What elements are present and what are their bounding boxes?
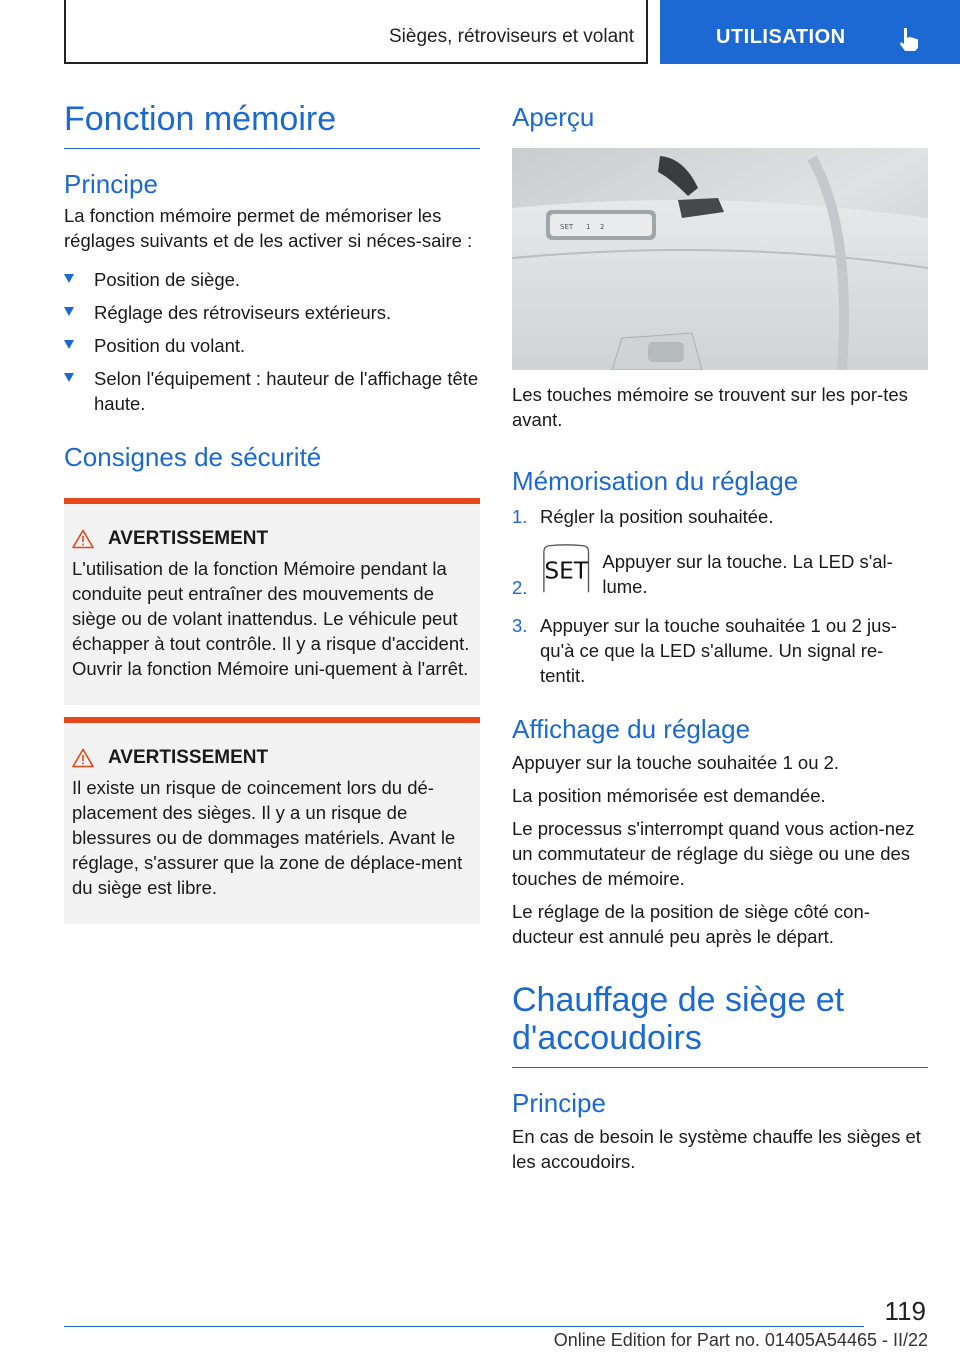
step-number: 3. [512,615,528,636]
photo-caption: Les touches mémoire se trouvent sur les por-tes avant. [512,384,908,430]
step-text: Appuyer sur la touche souhaitée 1 ou 2 jus-qu'à ce que la LED s'allume. Un signal re-tentit. [540,615,897,686]
list-item [512,543,928,605]
step-text: Appuyer sur la touche. La LED s'al-lume. [602,551,893,597]
list-item: Selon l'équipement : hauteur de l'affichage tête haute. [64,366,480,416]
step-text: Régler la position souhaitée. [540,506,774,527]
photo-button-2-label: 2 [600,223,605,231]
warning-box [64,498,480,705]
footer-edition: Online Edition for Part no. 01405A54465 - II/22 [553,1330,928,1350]
principe-heading: Principe [64,169,158,199]
list-item: Position du volant. [64,333,480,358]
title-rule [512,1067,928,1068]
bullet-triangle-icon [64,373,74,382]
memo-heading: Mémorisation du réglage [512,466,799,496]
warning-triangle-icon [72,529,94,549]
page-number: 119 [884,1296,926,1326]
step-number: 2. [512,577,528,598]
affichage-text: Le processus s'interrompt quand vous action-nez un commutateur de réglage du siège ou une des touches de mémoire. [512,818,915,889]
affichage-text: La position mémorisée est demandée. [512,785,826,806]
set-key-label: SET [544,557,589,585]
apercu-heading: Aperçu [512,102,595,132]
step-number: 1. [512,506,528,527]
affichage-text: Appuyer sur la touche souhaitée 1 ou 2. [512,752,840,773]
memory-buttons-photo [512,148,928,370]
left-column [64,100,480,924]
principe-heading-2: Principe [512,1088,606,1118]
set-key-icon [540,543,592,597]
affichage-heading: Affichage du réglage [512,714,751,744]
warning-label: AVERTISSEMENT [108,747,269,768]
safety-heading: Consignes de sécurité [64,442,322,472]
title-rule [64,148,480,149]
warning-header [72,747,470,769]
bullet-triangle-icon [64,274,74,283]
feature-list [64,267,480,416]
chauffage-title: Chauffage de siège et d'accoudoirs [512,981,845,1057]
hand-pointer-icon [896,26,922,52]
bullet-triangle-icon [64,307,74,316]
chapter-tab-label: UTILISATION [716,26,846,48]
list-item [512,613,928,688]
steps-list [512,504,928,688]
list-item: Réglage des rétroviseurs extérieurs. [64,300,480,325]
warning-header [72,528,470,550]
right-column [512,382,928,1174]
principe-text-2: En cas de besoin le système chauffe les sièges et les accoudoirs. [512,1126,921,1172]
section-title: Sièges, rétroviseurs et volant [388,26,634,47]
warning-box [64,717,480,924]
warning-text: Il existe un risque de coincement lors du dé-placement des sièges. Il y a un risque de blessures ou de dommages matériels. Avant le réglage, s'assurer que la zone de déplace-ment du siège est libre. [72,777,463,898]
list-item: Position de siège. [64,267,480,292]
step-line [540,549,928,605]
warning-triangle-icon [72,748,94,768]
principe-text: La fonction mémoire permet de mémoriser les réglages suivants et de les activer si néces-saire : [64,205,473,251]
bullet-triangle-icon [64,340,74,349]
header-box [64,0,648,64]
list-item [512,504,928,529]
page-title: Fonction mémoire [64,100,337,138]
warning-text: L'utilisation de la fonction Mémoire pendant la conduite peut entraîner des mouvements de siège ou de volant inattendus. Le véhicule peut échapper à tout contrôle. Il y a risque d'accident. Ouvrir la fonction Mémoire uni-quement à l'arrêt. [72,558,470,679]
photo-set-label: SET [560,223,574,231]
affichage-text: Le réglage de la position de siège côté con-ducteur est annulé peu après le départ. [512,901,870,947]
footer-rule [64,1326,864,1327]
chapter-tab[interactable] [660,0,960,64]
photo-button-1-label: 1 [586,223,591,231]
warning-label: AVERTISSEMENT [108,528,269,549]
